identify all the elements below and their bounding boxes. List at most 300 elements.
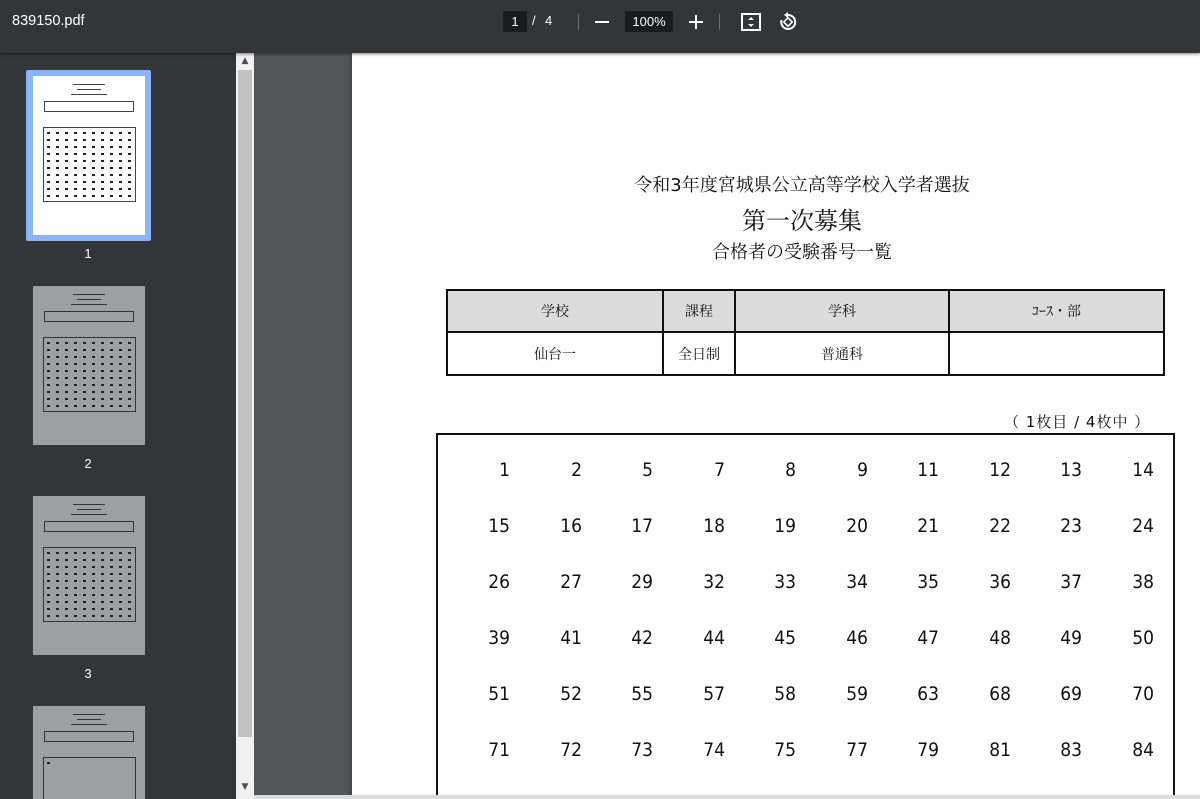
thumbnail-info-table xyxy=(44,731,134,742)
exam-number: 23 xyxy=(1060,515,1082,537)
exam-number: 20 xyxy=(846,515,868,537)
thumbnail-number-mark xyxy=(47,559,50,561)
thumbnail-text-line xyxy=(77,719,101,720)
scroll-down-arrow-icon[interactable]: ▼ xyxy=(241,782,249,792)
thumbnail-number-mark xyxy=(119,167,122,169)
thumbnail-number-mark xyxy=(83,167,86,169)
thumbnail-number-mark xyxy=(119,377,122,379)
thumbnail-number-mark xyxy=(74,566,77,568)
thumbnail-number-mark xyxy=(110,342,113,344)
exam-number: 71 xyxy=(488,739,510,761)
thumbnail-number-mark xyxy=(92,587,95,589)
thumbnail-number-mark xyxy=(119,580,122,582)
thumbnail-number-mark xyxy=(119,405,122,407)
thumbnail-number-mark xyxy=(56,174,59,176)
thumbnail-number-mark xyxy=(56,573,59,575)
exam-number: 50 xyxy=(1132,627,1154,649)
thumbnail-number-mark xyxy=(65,153,68,155)
thumbnail-number-mark xyxy=(128,384,131,386)
thumbnail-number-mark xyxy=(65,146,68,148)
thumbnail-number-mark xyxy=(65,132,68,134)
thumbnail-number-mark xyxy=(101,370,104,372)
thumbnail-number-mark xyxy=(47,405,50,407)
thumbnail-number-mark xyxy=(119,608,122,610)
thumbnail-number-mark xyxy=(65,377,68,379)
header-school: 学校 xyxy=(447,290,663,332)
thumbnail-number-mark xyxy=(92,370,95,372)
page-number-input[interactable]: 1 xyxy=(503,11,527,32)
thumbnail-text-line xyxy=(77,509,101,510)
sheet-count-note: （ 1枚目 / 4枚中 ） xyxy=(1004,413,1151,431)
thumbnail-number-mark xyxy=(83,132,86,134)
thumbnail-number-mark xyxy=(56,594,59,596)
thumbnail-number-mark xyxy=(110,594,113,596)
thumbnail-number-mark xyxy=(83,580,86,582)
thumbnail-number-mark xyxy=(101,566,104,568)
thumbnail-number-mark xyxy=(110,181,113,183)
thumbnail-number-mark xyxy=(119,188,122,190)
horizontal-scrollbar[interactable] xyxy=(254,795,1200,799)
thumbnail-number-mark xyxy=(119,601,122,603)
exam-number: 32 xyxy=(703,571,725,593)
thumbnail-number-mark xyxy=(83,601,86,603)
exam-number: 75 xyxy=(774,739,796,761)
thumbnail-number-mark xyxy=(83,552,86,554)
toolbar-divider xyxy=(578,14,579,30)
exam-number: 46 xyxy=(846,627,868,649)
exam-number: 49 xyxy=(1060,627,1082,649)
thumbnail-number-mark xyxy=(65,615,68,617)
thumbnail-number-mark xyxy=(119,398,122,400)
thumbnail-number-mark xyxy=(74,356,77,358)
thumbnail-number-mark xyxy=(83,139,86,141)
number-row xyxy=(438,515,1173,545)
exam-number: 27 xyxy=(560,571,582,593)
thumbnail-number-mark xyxy=(47,594,50,596)
thumbnail-number-mark xyxy=(47,174,50,176)
thumbnail-number-mark xyxy=(128,139,131,141)
thumbnail-number-mark xyxy=(101,601,104,603)
thumbnail-text-line xyxy=(71,724,107,725)
sidebar-scrollbar[interactable] xyxy=(236,53,254,799)
school-info-table xyxy=(446,289,1165,376)
thumbnail-number-mark xyxy=(56,195,59,197)
exam-number: 72 xyxy=(560,739,582,761)
number-row xyxy=(438,459,1173,489)
thumbnail-number-mark xyxy=(128,405,131,407)
thumbnail-number-mark xyxy=(74,398,77,400)
thumbnail-number-mark xyxy=(128,398,131,400)
thumbnail-number-mark xyxy=(119,587,122,589)
thumbnail-number-mark xyxy=(83,559,86,561)
thumbnail-number-mark xyxy=(56,349,59,351)
exam-number: 79 xyxy=(917,739,939,761)
thumbnail-number-mark xyxy=(101,587,104,589)
thumbnail-number-mark xyxy=(56,398,59,400)
document-viewer[interactable] xyxy=(254,53,1200,799)
thumbnail-number-mark xyxy=(56,391,59,393)
rotate-icon xyxy=(778,12,798,32)
thumbnail-number-mark xyxy=(110,132,113,134)
zoom-out-button[interactable] xyxy=(589,9,615,35)
thumbnail-number-mark xyxy=(83,174,86,176)
thumbnail-number-mark xyxy=(128,608,131,610)
thumbnail-number-mark xyxy=(74,139,77,141)
thumbnail-number-mark xyxy=(128,552,131,554)
thumbnail-number-mark xyxy=(56,356,59,358)
exam-number: 17 xyxy=(631,515,653,537)
thumbnail-number-mark xyxy=(47,377,50,379)
page-thumbnail-image xyxy=(33,286,145,445)
thumbnail-number-mark xyxy=(119,160,122,162)
exam-number: 74 xyxy=(703,739,725,761)
thumbnail-number-mark xyxy=(101,377,104,379)
thumbnail-number-mark xyxy=(56,384,59,386)
thumbnail-number-mark xyxy=(74,132,77,134)
thumbnail-number-mark xyxy=(128,601,131,603)
thumbnail-number-mark xyxy=(83,342,86,344)
thumbnail-number-mark xyxy=(101,594,104,596)
exam-number: 26 xyxy=(488,571,510,593)
thumbnail-number-mark xyxy=(83,349,86,351)
thumbnail-number-mark xyxy=(119,566,122,568)
thumbnail-number-mark xyxy=(92,377,95,379)
exam-number: 51 xyxy=(488,683,510,705)
exam-number: 48 xyxy=(989,627,1011,649)
exam-number: 70 xyxy=(1132,683,1154,705)
thumbnail-number-mark xyxy=(92,601,95,603)
thumbnail-number-mark xyxy=(110,398,113,400)
exam-number: 63 xyxy=(917,683,939,705)
thumbnail-number-mark xyxy=(92,594,95,596)
exam-number: 69 xyxy=(1060,683,1082,705)
thumbnail-number-mark xyxy=(65,601,68,603)
thumbnail-number-mark xyxy=(74,391,77,393)
thumbnail-number-mark xyxy=(83,608,86,610)
thumbnail-number-mark xyxy=(74,363,77,365)
thumbnail-number-mark xyxy=(110,608,113,610)
exam-number: 33 xyxy=(774,571,796,593)
thumbnail-number-mark xyxy=(92,391,95,393)
thumbnail-label: 3 xyxy=(84,666,92,681)
thumbnail-text-line xyxy=(77,299,101,300)
thumbnail-number-mark xyxy=(74,342,77,344)
thumbnail-number-mark xyxy=(65,566,68,568)
thumbnail-number-mark xyxy=(74,573,77,575)
minus-icon xyxy=(595,15,609,29)
thumbnail-number-mark xyxy=(83,160,86,162)
thumbnail-number-mark xyxy=(56,363,59,365)
thumbnail-number-mark xyxy=(74,608,77,610)
thumbnail-text-line xyxy=(71,94,107,95)
thumbnail-number-mark xyxy=(128,391,131,393)
thumbnail-number-mark xyxy=(56,608,59,610)
thumbnail-number-mark xyxy=(65,608,68,610)
thumbnail-number-mark xyxy=(92,384,95,386)
thumbnail-number-mark xyxy=(110,356,113,358)
thumbnail-number-mark xyxy=(92,363,95,365)
thumbnail-number-mark xyxy=(74,594,77,596)
exam-number: 84 xyxy=(1132,739,1154,761)
thumbnail-number-mark xyxy=(92,188,95,190)
thumbnail-number-mark xyxy=(101,188,104,190)
thumbnail-number-mark xyxy=(101,580,104,582)
thumbnail-number-mark xyxy=(101,181,104,183)
exam-number: 68 xyxy=(989,683,1011,705)
thumbnail-number-mark xyxy=(83,356,86,358)
fit-page-icon xyxy=(741,13,761,31)
thumbnail-number-mark xyxy=(110,587,113,589)
exam-number: 12 xyxy=(989,459,1011,481)
thumbnail-number-mark xyxy=(56,601,59,603)
thumbnail-number-mark xyxy=(83,181,86,183)
thumbnail-number-mark xyxy=(110,377,113,379)
thumbnail-number-mark xyxy=(128,363,131,365)
thumbnail-number-mark xyxy=(101,356,104,358)
thumbnail-number-mark xyxy=(119,132,122,134)
exam-number: 52 xyxy=(560,683,582,705)
thumbnail-number-mark xyxy=(119,363,122,365)
exam-number: 2 xyxy=(571,459,582,481)
zoom-in-button[interactable] xyxy=(683,9,709,35)
thumbnail-number-mark xyxy=(110,384,113,386)
exam-number: 55 xyxy=(631,683,653,705)
thumbnail-number-mark xyxy=(128,195,131,197)
thumbnail-number-mark xyxy=(101,349,104,351)
page-thumbnail-image xyxy=(33,706,145,799)
exam-number: 29 xyxy=(631,571,653,593)
thumbnail-number-mark xyxy=(47,762,50,764)
thumbnail-number-mark xyxy=(110,153,113,155)
thumbnail-number-mark xyxy=(119,342,122,344)
thumbnail-number-mark xyxy=(101,398,104,400)
rotate-button[interactable] xyxy=(775,9,801,35)
thumbnail-number-mark xyxy=(47,601,50,603)
exam-number: 1 xyxy=(499,459,510,481)
thumbnail-number-mark xyxy=(101,384,104,386)
thumbnail-number-mark xyxy=(56,405,59,407)
thumbnail-number-mark xyxy=(83,153,86,155)
thumbnail-number-mark xyxy=(119,615,122,617)
thumbnail-number-mark xyxy=(128,146,131,148)
thumbnail-number-mark xyxy=(92,356,95,358)
thumbnail-number-mark xyxy=(65,580,68,582)
thumbnail-number-mark xyxy=(47,391,50,393)
thumbnail-number-mark xyxy=(83,594,86,596)
thumbnail-number-mark xyxy=(101,342,104,344)
thumbnail-number-mark xyxy=(47,573,50,575)
thumbnail-number-mark xyxy=(47,552,50,554)
thumbnail-number-mark xyxy=(101,167,104,169)
exam-number: 36 xyxy=(989,571,1011,593)
thumbnail-number-mark xyxy=(128,153,131,155)
thumbnail-number-mark xyxy=(110,559,113,561)
exam-number: 41 xyxy=(560,627,582,649)
thumbnail-number-mark xyxy=(65,342,68,344)
thumbnail-number-mark xyxy=(83,195,86,197)
document-title-line1: 令和3年度宮城県公立高等学校入学者選抜 xyxy=(634,175,970,196)
thumbnail-number-mark xyxy=(119,146,122,148)
thumbnail-number-mark xyxy=(56,188,59,190)
thumbnail-number-mark xyxy=(101,405,104,407)
scroll-up-arrow-icon[interactable]: ▲ xyxy=(241,56,249,66)
thumbnail-number-mark xyxy=(47,167,50,169)
thumbnail-number-mark xyxy=(83,405,86,407)
thumbnail-number-mark xyxy=(56,153,59,155)
page-separator: / xyxy=(532,13,536,28)
thumbnail-number-mark xyxy=(74,580,77,582)
thumbnail-number-mark xyxy=(74,559,77,561)
fit-to-page-button[interactable] xyxy=(738,9,764,35)
thumbnail-number-mark xyxy=(47,384,50,386)
thumbnail-number-mark xyxy=(101,174,104,176)
thumbnail-number-mark xyxy=(101,132,104,134)
exam-number: 39 xyxy=(488,627,510,649)
thumbnail-info-table xyxy=(44,101,134,112)
thumbnail-number-mark xyxy=(65,391,68,393)
thumbnail-number-mark xyxy=(92,174,95,176)
thumbnail-number-mark xyxy=(110,174,113,176)
thumbnail-info-table xyxy=(44,521,134,532)
exam-number: 37 xyxy=(1060,571,1082,593)
thumbnail-number-mark xyxy=(92,160,95,162)
thumbnail-number-mark xyxy=(101,153,104,155)
thumbnail-number-mark xyxy=(110,370,113,372)
thumbnail-number-mark xyxy=(47,370,50,372)
thumbnail-number-mark xyxy=(83,573,86,575)
thumbnail-number-mark xyxy=(101,573,104,575)
exam-number: 44 xyxy=(703,627,725,649)
thumbnail-number-mark xyxy=(119,356,122,358)
thumbnail-number-mark xyxy=(101,160,104,162)
thumbnail-number-mark xyxy=(65,139,68,141)
thumbnail-number-mark xyxy=(56,566,59,568)
thumbnail-number-mark xyxy=(110,188,113,190)
thumbnail-number-mark xyxy=(119,153,122,155)
thumbnail-number-mark xyxy=(47,587,50,589)
toolbar-divider xyxy=(719,14,720,30)
thumbnail-number-mark xyxy=(128,559,131,561)
thumbnail-text-line xyxy=(71,514,107,515)
thumbnail-number-mark xyxy=(110,363,113,365)
thumbnail-number-mark xyxy=(47,132,50,134)
number-row xyxy=(438,627,1173,657)
thumbnail-number-mark xyxy=(110,391,113,393)
thumbnail-number-mark xyxy=(110,349,113,351)
thumbnail-number-mark xyxy=(65,195,68,197)
thumbnail-number-mark xyxy=(56,587,59,589)
thumbnail-number-mark xyxy=(119,594,122,596)
exam-number: 18 xyxy=(703,515,725,537)
thumbnail-number-mark xyxy=(56,342,59,344)
thumbnail-number-mark xyxy=(128,349,131,351)
total-pages: 4 xyxy=(545,13,553,28)
thumbnail-number-mark xyxy=(65,594,68,596)
value-course-section xyxy=(949,332,1164,375)
thumbnail-sidebar xyxy=(0,53,254,799)
exam-number: 19 xyxy=(774,515,796,537)
thumbnail-number-mark xyxy=(119,370,122,372)
exam-number: 81 xyxy=(989,739,1011,761)
thumbnail-number-mark xyxy=(128,356,131,358)
thumbnail-number-mark xyxy=(47,181,50,183)
thumbnail-number-mark xyxy=(110,139,113,141)
thumbnail-number-mark xyxy=(92,566,95,568)
thumbnail-text-line xyxy=(73,714,105,715)
header-course-section: ｺｰｽ・部 xyxy=(949,290,1164,332)
thumbnail-number-mark xyxy=(92,153,95,155)
thumbnail-number-mark xyxy=(128,377,131,379)
thumbnail-number-mark xyxy=(65,356,68,358)
thumbnail-number-mark xyxy=(47,608,50,610)
thumbnail-number-mark xyxy=(47,160,50,162)
thumbnail-number-mark xyxy=(128,615,131,617)
exam-number: 14 xyxy=(1132,459,1154,481)
thumbnail-number-mark xyxy=(74,174,77,176)
thumbnail-number-mark xyxy=(47,195,50,197)
pdf-page xyxy=(352,53,1200,799)
exam-number: 21 xyxy=(917,515,939,537)
zoom-level-input[interactable]: 100% xyxy=(625,11,673,32)
pdf-toolbar xyxy=(0,0,1200,53)
value-school: 仙台一 xyxy=(447,332,663,375)
thumbnail-number-mark xyxy=(119,384,122,386)
thumbnail-number-mark xyxy=(119,181,122,183)
thumbnail-number-mark xyxy=(83,384,86,386)
page-thumbnail-image xyxy=(33,76,145,235)
thumbnail-number-mark xyxy=(101,608,104,610)
thumbnail-number-mark xyxy=(128,167,131,169)
thumbnail-number-mark xyxy=(83,615,86,617)
thumbnail-number-mark xyxy=(47,349,50,351)
thumbnail-number-mark xyxy=(128,160,131,162)
exam-number: 38 xyxy=(1132,571,1154,593)
thumbnail-number-mark xyxy=(47,398,50,400)
thumbnail-number-mark xyxy=(56,580,59,582)
exam-number: 47 xyxy=(917,627,939,649)
thumbnail-number-mark xyxy=(74,153,77,155)
thumbnail-number-mark xyxy=(92,167,95,169)
scrollbar-thumb[interactable] xyxy=(238,70,252,737)
thumbnail-number-mark xyxy=(110,566,113,568)
thumbnail-number-mark xyxy=(65,349,68,351)
value-department: 普通科 xyxy=(735,332,949,375)
exam-number: 57 xyxy=(703,683,725,705)
thumbnail-number-mark xyxy=(128,174,131,176)
thumbnail-number-mark xyxy=(56,559,59,561)
exam-number: 5 xyxy=(642,459,653,481)
thumbnail-number-mark xyxy=(83,566,86,568)
thumbnail-number-mark xyxy=(92,559,95,561)
thumbnail-number-mark xyxy=(101,552,104,554)
thumbnail-text-line xyxy=(73,84,105,85)
thumbnail-number-mark xyxy=(101,195,104,197)
document-title-line2: 第一次募集 xyxy=(742,207,862,235)
thumbnail-number-mark xyxy=(74,377,77,379)
thumbnail-number-mark xyxy=(119,195,122,197)
value-course: 全日制 xyxy=(663,332,735,375)
exam-number: 34 xyxy=(846,571,868,593)
exam-number: 22 xyxy=(989,515,1011,537)
thumbnail-number-mark xyxy=(128,370,131,372)
exam-number: 58 xyxy=(774,683,796,705)
thumbnail-number-mark xyxy=(65,160,68,162)
number-row xyxy=(438,683,1173,713)
thumbnail-number-mark xyxy=(65,405,68,407)
thumbnail-number-mark xyxy=(110,601,113,603)
thumbnail-number-mark xyxy=(110,580,113,582)
thumbnail-number-mark xyxy=(83,391,86,393)
